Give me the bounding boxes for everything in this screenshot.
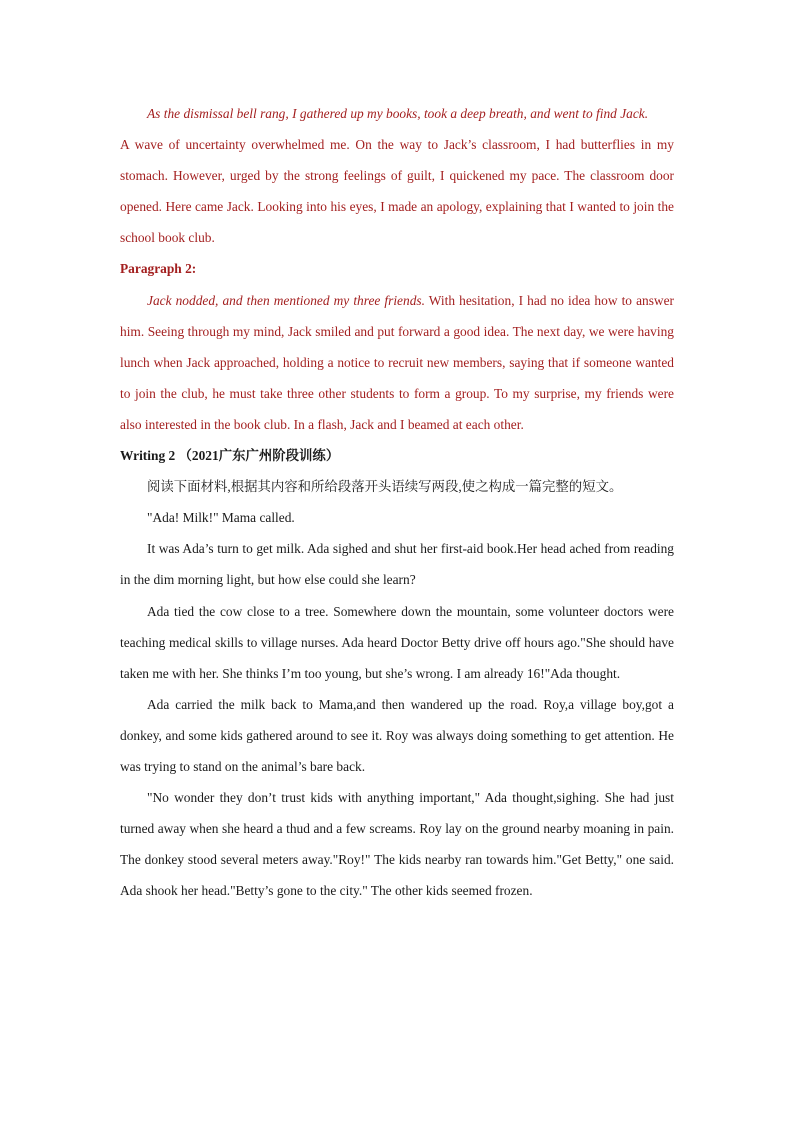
story-paragraph: It was Ada’s turn to get milk. Ada sighed and shut her first-aid book.Her head ached from reading in the dim morning light, but how else could she learn? [120, 541, 674, 588]
story-paragraph: Ada carried the milk back to Mama,and then wandered up the road. Roy,a village boy,got a donkey, and some kids gathered around to see it. Roy was always doing something to get attention. He was trying to stand on the animal’s bare back. [120, 696, 674, 774]
answer-paragraph-1 [120, 98, 674, 253]
writing-2-instruction: 阅读下面材料,根据其内容和所给段落开头语续写两段,使之构成一篇完整的短文。 [147, 479, 623, 495]
writing-2-heading: Writing 2 （2021广东广州阶段训练） [120, 448, 340, 464]
story-paragraph: "No wonder they don’t trust kids with anything important," Ada thought,sighing. She had just turned away when she heard a thud and a few screams. Roy lay on the ground nearby moaning in pain. The donkey stood several meters away."Roy!" The kids nearby ran towards him."Get Betty," one said. Ada shook her head."Betty’s gone to the city." The other kids seemed frozen. [120, 790, 674, 899]
paragraph-2-text: With hesitation, I had no idea how to answer him. Seeing through my mind, Jack smiled and put forward a good idea. The next day, we were having lunch when Jack approached, holding a notice to recruit new members, saying that if someone wanted to join the club, he must take three other students to form a group. To my surprise, my friends were also interested in the book club. In a flash, Jack and I beamed at each other. [120, 292, 674, 432]
story-paragraph: Ada tied the cow close to a tree. Somewhere down the mountain, some volunteer doctors were teaching medical skills to village nurses. Ada heard Doctor Betty drive off hours ago."She should have taken me with her. She thinks I’m too young, but she’s wrong. I am already 16!"Ada thought. [120, 603, 674, 681]
paragraph-1-text: A wave of uncertainty overwhelmed me. On the way to Jack’s classroom, I had butterflies in my stomach. However, urged by the strong feelings of guilt, I quickened my pace. The classroom door opened. Here came Jack. Looking into his eyes, I made an apology, explaining that I wanted to join the school book club. [120, 137, 674, 246]
paragraph-2-heading: Paragraph 2: [120, 261, 197, 277]
document-body [120, 98, 674, 906]
story-paragraph: "Ada! Milk!" Mama called. [147, 510, 295, 526]
paragraph-1-opening: As the dismissal bell rang, I gathered up my books, took a deep breath, and went to find Jack. [147, 106, 649, 121]
paragraph-2-opening: Jack nodded, and then mentioned my three friends. [147, 292, 425, 308]
answer-paragraph-2 [120, 285, 674, 440]
